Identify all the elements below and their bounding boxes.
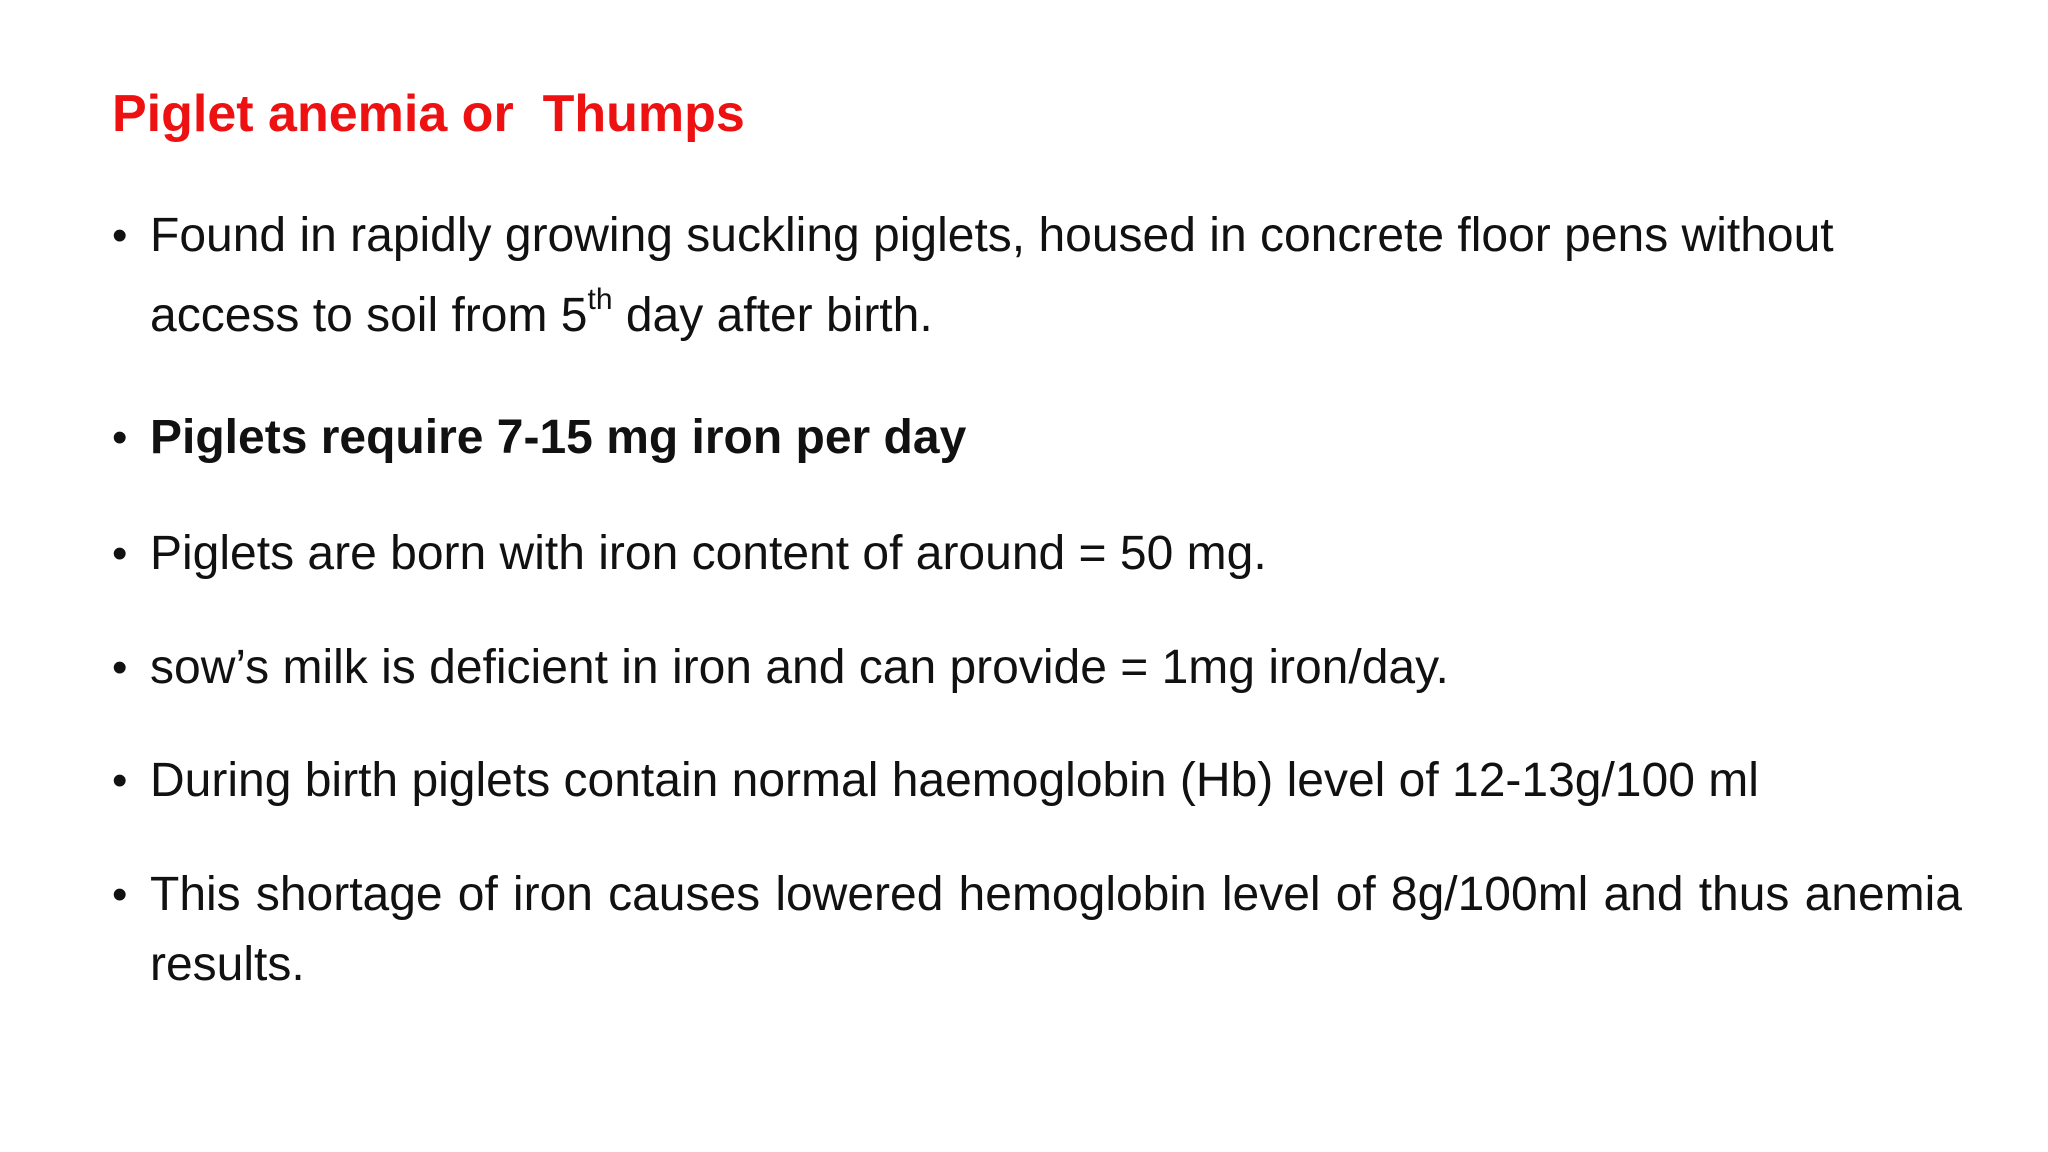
bullet-text: sow’s milk is deficient in iron and can provide = 1mg iron/day. xyxy=(150,641,1449,694)
bullet-dot-icon: • xyxy=(112,870,128,919)
bullet-text xyxy=(150,196,1962,356)
bullet-text: Piglets require 7-15 mg iron per day xyxy=(150,411,967,464)
bullet-dot-icon: • xyxy=(112,643,128,692)
slide-title: Piglet anemia or Thumps xyxy=(112,85,745,143)
bullet-text-part: Found in rapidly growing suckling piglets, housed in concrete floor pens without access to soil from 5 xyxy=(150,209,1834,342)
bullet-dot-icon: • xyxy=(112,756,128,805)
bullet-dot-icon: • xyxy=(112,529,128,578)
superscript-ordinal: th xyxy=(587,283,613,316)
bullet-text: This shortage of iron causes lowered hemoglobin level of 8g/100ml and thus anemia results. xyxy=(150,868,1962,991)
bullet-dot-icon: • xyxy=(112,211,128,260)
bullet-text-part: day after birth. xyxy=(612,289,933,342)
bullet-dot-icon: • xyxy=(112,413,128,462)
bullet-text: During birth piglets contain normal haemoglobin (Hb) level of 12-13g/100 ml xyxy=(150,754,1759,807)
bullet-text: Piglets are born with iron content of around = 50 mg. xyxy=(150,527,1267,580)
